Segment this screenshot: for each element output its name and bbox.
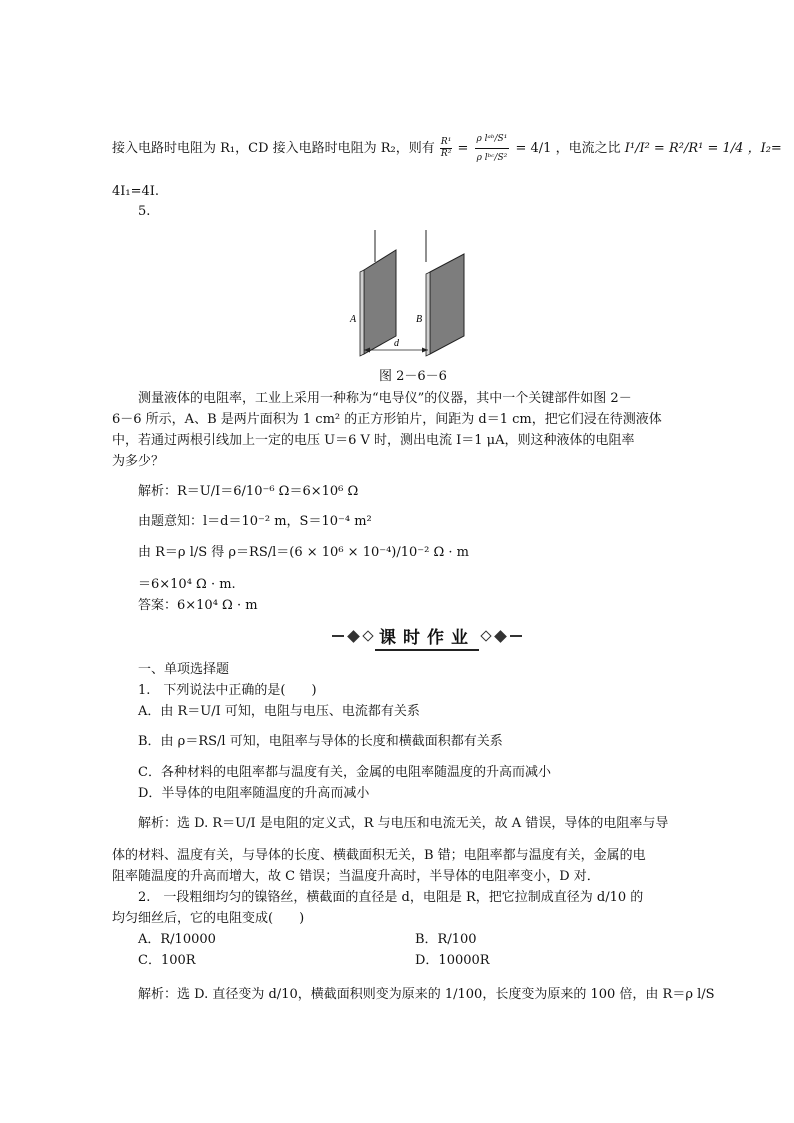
q5-text-2: 6－6 所示，A、B 是两片面积为 1 cm² 的正方形铂片，间距为 d＝1 cm，把它们浸在待测液体	[112, 412, 662, 427]
q5-number: 5.	[138, 204, 151, 219]
ratio-value: = 4/1	[515, 141, 552, 156]
banner-dash-right	[510, 635, 522, 637]
plate-a	[364, 250, 396, 354]
top-line-2: 4I₁=4I.	[112, 184, 160, 199]
q5-text-3: 中，若通过两根引线加上一定的电压 U＝6 V 时，测出电流 I＝1 μA，则这种液体的电阻率	[112, 433, 635, 448]
fraction-rho: $\frac{\text{ρ lᵃᵇ/S¹}}{\text{ρ lᵇᶜ/S²}}$	[475, 130, 510, 167]
banner-title: 课时作业	[375, 622, 479, 651]
plate-b-edge	[426, 272, 430, 356]
label-a: A	[350, 314, 357, 325]
small-diamond-icon-right	[480, 630, 491, 641]
q1-stem: 1. 下列说法中正确的是( )	[138, 683, 317, 698]
current-ratio: I¹/I² = R²/R¹ = 1/4	[624, 141, 744, 156]
top-line-1: 接入电路时电阻为 R₁，CD 接入电路时电阻为 R₂，则有 $\frac{\text{R¹}}{\text{R²}}$ = $\frac{\text{ρ lᵃᵇ/S¹}}{\text{ρ lᵇᶜ/S²}}$ = 4/1 ，电流之比 I¹/I² = R²/R¹ = 1/4 ，I₂=	[112, 130, 782, 167]
q2-option-d: D．10000R	[415, 953, 490, 968]
section-banner	[330, 624, 524, 648]
diamond-icon-left	[347, 630, 360, 643]
q1-option-d: D．半导体的电阻率随温度的升高而减小	[138, 786, 370, 801]
q1-analysis-2: 体的材料、温度有关，与导体的长度、横截面积无关，B 错；电阻率都与温度有关，金属的电	[112, 848, 646, 863]
q2-analysis: 解析：选 D. 直径变为 d/10，横截面积则变为原来的 1/100，长度变为原来的 100 倍，由 R＝ρ l/S	[138, 987, 715, 1002]
q2-option-c: C．100R	[138, 953, 196, 968]
banner-dash-left	[332, 635, 344, 637]
label-d: d	[394, 338, 399, 349]
q1-option-b: B．由 ρ＝RS/l 可知，电阻率与导体的长度和横截面积都有关系	[138, 734, 503, 749]
q2-stem-1: 2. 一段粗细均匀的镍铬丝，横截面的直径是 d，电阻是 R，把它拉制成直径为 d/10 的	[138, 890, 644, 905]
q5-text-1: 测量液体的电阻率，工业上采用一种称为“电导仪”的仪器，其中一个关键部件如图 2－	[138, 391, 632, 406]
diamond-icon-right	[494, 630, 507, 643]
q2-stem-2: 均匀细丝后，它的电阻变成( )	[112, 911, 305, 926]
q5-answer: 答案：6×10⁴ Ω · m	[138, 598, 258, 613]
q5-text-4: 为多少？	[112, 454, 165, 469]
q1-option-a: A．由 R＝U/I 可知，电阻与电压、电流都有关系	[138, 704, 420, 719]
q1-analysis-3: 阻率随温度的升高而增大，故 C 错误；当温度升高时，半导体的电阻率变小，D 对．	[112, 869, 600, 884]
figure-caption: 图 2－6－6	[379, 369, 447, 384]
small-diamond-icon-left	[362, 630, 373, 641]
section-heading: 一、单项选择题	[138, 662, 230, 677]
q1-analysis-1: 解析：选 D. R＝U/I 是电阻的定义式，R 与电压和电流无关，故 A 错误，导体的电阻率与导	[138, 816, 669, 831]
q5-analysis-2: 由题意知：l＝d＝10⁻² m，S＝10⁻⁴ m²	[138, 514, 372, 529]
electrode-figure	[330, 228, 480, 358]
q2-option-b: B．R/100	[415, 932, 477, 947]
plate-b	[430, 254, 464, 354]
fraction-r: $\frac{\text{R¹}}{\text{R²}}$	[440, 137, 452, 159]
top-line1-text: 接入电路时电阻为 R₁，CD 接入电路时电阻为 R₂，则有	[112, 141, 435, 156]
q2-option-a: A．R/10000	[138, 932, 216, 947]
q5-analysis-1: 解析：R＝U/I＝6/10⁻⁶ Ω＝6×10⁶ Ω	[138, 484, 359, 499]
label-b: B	[416, 314, 423, 325]
q1-option-c: C．各种材料的电阻率都与温度有关，金属的电阻率随温度的升高而减小	[138, 765, 551, 780]
q5-analysis-4: ＝6×10⁴ Ω · m.	[138, 577, 236, 592]
plate-a-edge	[360, 270, 364, 356]
q5-analysis-3: 由 R＝ρ l/S 得 ρ＝RS/l＝(6 × 10⁶ × 10⁻⁴)/10⁻² Ω · m	[138, 545, 470, 560]
